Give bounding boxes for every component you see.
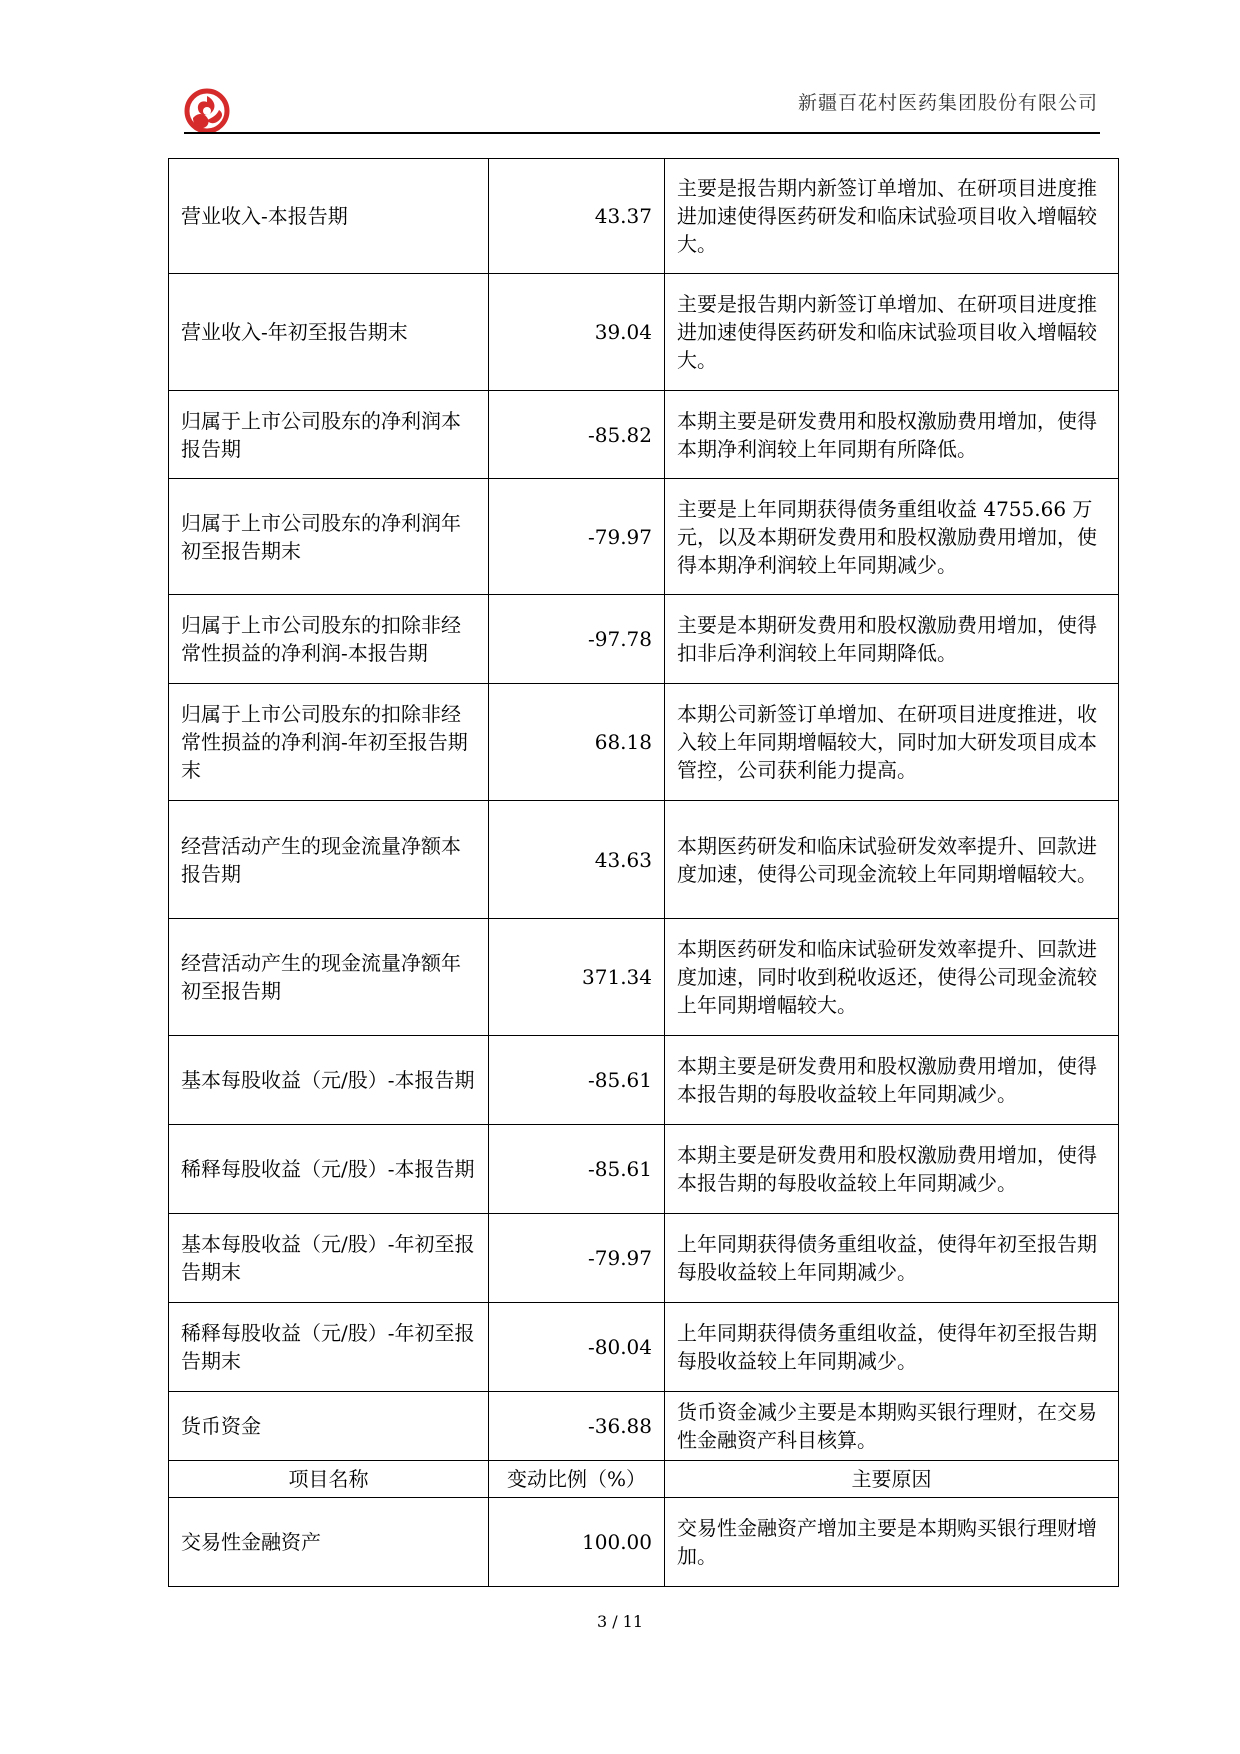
table-row — [169, 1498, 1119, 1587]
item-name: 经营活动产生的现金流量净额年初至报告期 — [169, 919, 489, 1036]
main-reason: 交易性金融资产增加主要是本期购买银行理财增加。 — [665, 1498, 1119, 1587]
change-ratio: -85.82 — [489, 391, 665, 479]
company-logo-icon — [184, 88, 230, 134]
table-row — [169, 1125, 1119, 1214]
company-name: 新疆百花村医药集团股份有限公司 — [797, 92, 1098, 114]
item-name: 稀释每股收益（元/股）-本报告期 — [169, 1125, 489, 1214]
item-name: 归属于上市公司股东的净利润年初至报告期末 — [169, 479, 489, 595]
item-name: 归属于上市公司股东的扣除非经常性损益的净利润-本报告期 — [169, 595, 489, 684]
table-row — [169, 801, 1119, 919]
main-reason: 主要是报告期内新签订单增加、在研项目进度推进加速使得医药研发和临床试验项目收入增幅较大。 — [665, 274, 1119, 391]
change-ratio: -79.97 — [489, 1214, 665, 1303]
change-analysis-table — [168, 158, 1119, 1587]
change-ratio: -79.97 — [489, 479, 665, 595]
main-reason: 本期主要是研发费用和股权激励费用增加，使得本报告期的每股收益较上年同期减少。 — [665, 1125, 1119, 1214]
change-ratio: 100.00 — [489, 1498, 665, 1587]
item-name: 交易性金融资产 — [169, 1498, 489, 1587]
table-row — [169, 684, 1119, 801]
main-reason: 本期公司新签订单增加、在研项目进度推进，收入较上年同期增幅较大，同时加大研发项目成本管控，公司获利能力提高。 — [665, 684, 1119, 801]
main-reason: 主要是本期研发费用和股权激励费用增加，使得扣非后净利润较上年同期降低。 — [665, 595, 1119, 684]
main-reason: 本期主要是研发费用和股权激励费用增加，使得本报告期的每股收益较上年同期减少。 — [665, 1036, 1119, 1125]
table-row — [169, 595, 1119, 684]
item-name: 营业收入-本报告期 — [169, 159, 489, 274]
column-header-reason: 主要原因 — [665, 1461, 1119, 1498]
change-ratio: 43.63 — [489, 801, 665, 919]
main-reason: 主要是上年同期获得债务重组收益 4755.66 万元，以及本期研发费用和股权激励费用增加，使得本期净利润较上年同期减少。 — [665, 479, 1119, 595]
change-ratio: 68.18 — [489, 684, 665, 801]
header-divider — [184, 132, 1100, 134]
table-row — [169, 1214, 1119, 1303]
table-row — [169, 159, 1119, 274]
table-row — [169, 1392, 1119, 1461]
item-name: 基本每股收益（元/股）-本报告期 — [169, 1036, 489, 1125]
table-row — [169, 274, 1119, 391]
main-reason: 主要是报告期内新签订单增加、在研项目进度推进加速使得医药研发和临床试验项目收入增幅较大。 — [665, 159, 1119, 274]
table-header-row — [169, 1461, 1119, 1498]
change-ratio: 39.04 — [489, 274, 665, 391]
change-ratio: -36.88 — [489, 1392, 665, 1461]
change-ratio: -97.78 — [489, 595, 665, 684]
main-reason: 本期医药研发和临床试验研发效率提升、回款进度加速，使得公司现金流较上年同期增幅较大。 — [665, 801, 1119, 919]
change-ratio: -80.04 — [489, 1303, 665, 1392]
item-name: 基本每股收益（元/股）-年初至报告期末 — [169, 1214, 489, 1303]
item-name: 经营活动产生的现金流量净额本报告期 — [169, 801, 489, 919]
table-row — [169, 1303, 1119, 1392]
table-row — [169, 479, 1119, 595]
column-header-ratio: 变动比例（%） — [489, 1461, 665, 1498]
table-row — [169, 1036, 1119, 1125]
table-row — [169, 919, 1119, 1036]
main-reason: 上年同期获得债务重组收益，使得年初至报告期每股收益较上年同期减少。 — [665, 1303, 1119, 1392]
change-ratio: 43.37 — [489, 159, 665, 274]
change-ratio: -85.61 — [489, 1036, 665, 1125]
item-name: 营业收入-年初至报告期末 — [169, 274, 489, 391]
item-name: 归属于上市公司股东的扣除非经常性损益的净利润-年初至报告期末 — [169, 684, 489, 801]
table-row — [169, 391, 1119, 479]
main-reason: 本期医药研发和临床试验研发效率提升、回款进度加速，同时收到税收返还，使得公司现金流较上年同期增幅较大。 — [665, 919, 1119, 1036]
main-reason: 本期主要是研发费用和股权激励费用增加，使得本期净利润较上年同期有所降低。 — [665, 391, 1119, 479]
change-ratio: -85.61 — [489, 1125, 665, 1214]
item-name: 稀释每股收益（元/股）-年初至报告期末 — [169, 1303, 489, 1392]
item-name: 货币资金 — [169, 1392, 489, 1461]
change-ratio: 371.34 — [489, 919, 665, 1036]
column-header-item: 项目名称 — [169, 1461, 489, 1498]
main-reason: 上年同期获得债务重组收益，使得年初至报告期每股收益较上年同期减少。 — [665, 1214, 1119, 1303]
page-number: 3 / 11 — [596, 1612, 644, 1631]
item-name: 归属于上市公司股东的净利润本报告期 — [169, 391, 489, 479]
main-reason: 货币资金减少主要是本期购买银行理财，在交易性金融资产科目核算。 — [665, 1392, 1119, 1461]
